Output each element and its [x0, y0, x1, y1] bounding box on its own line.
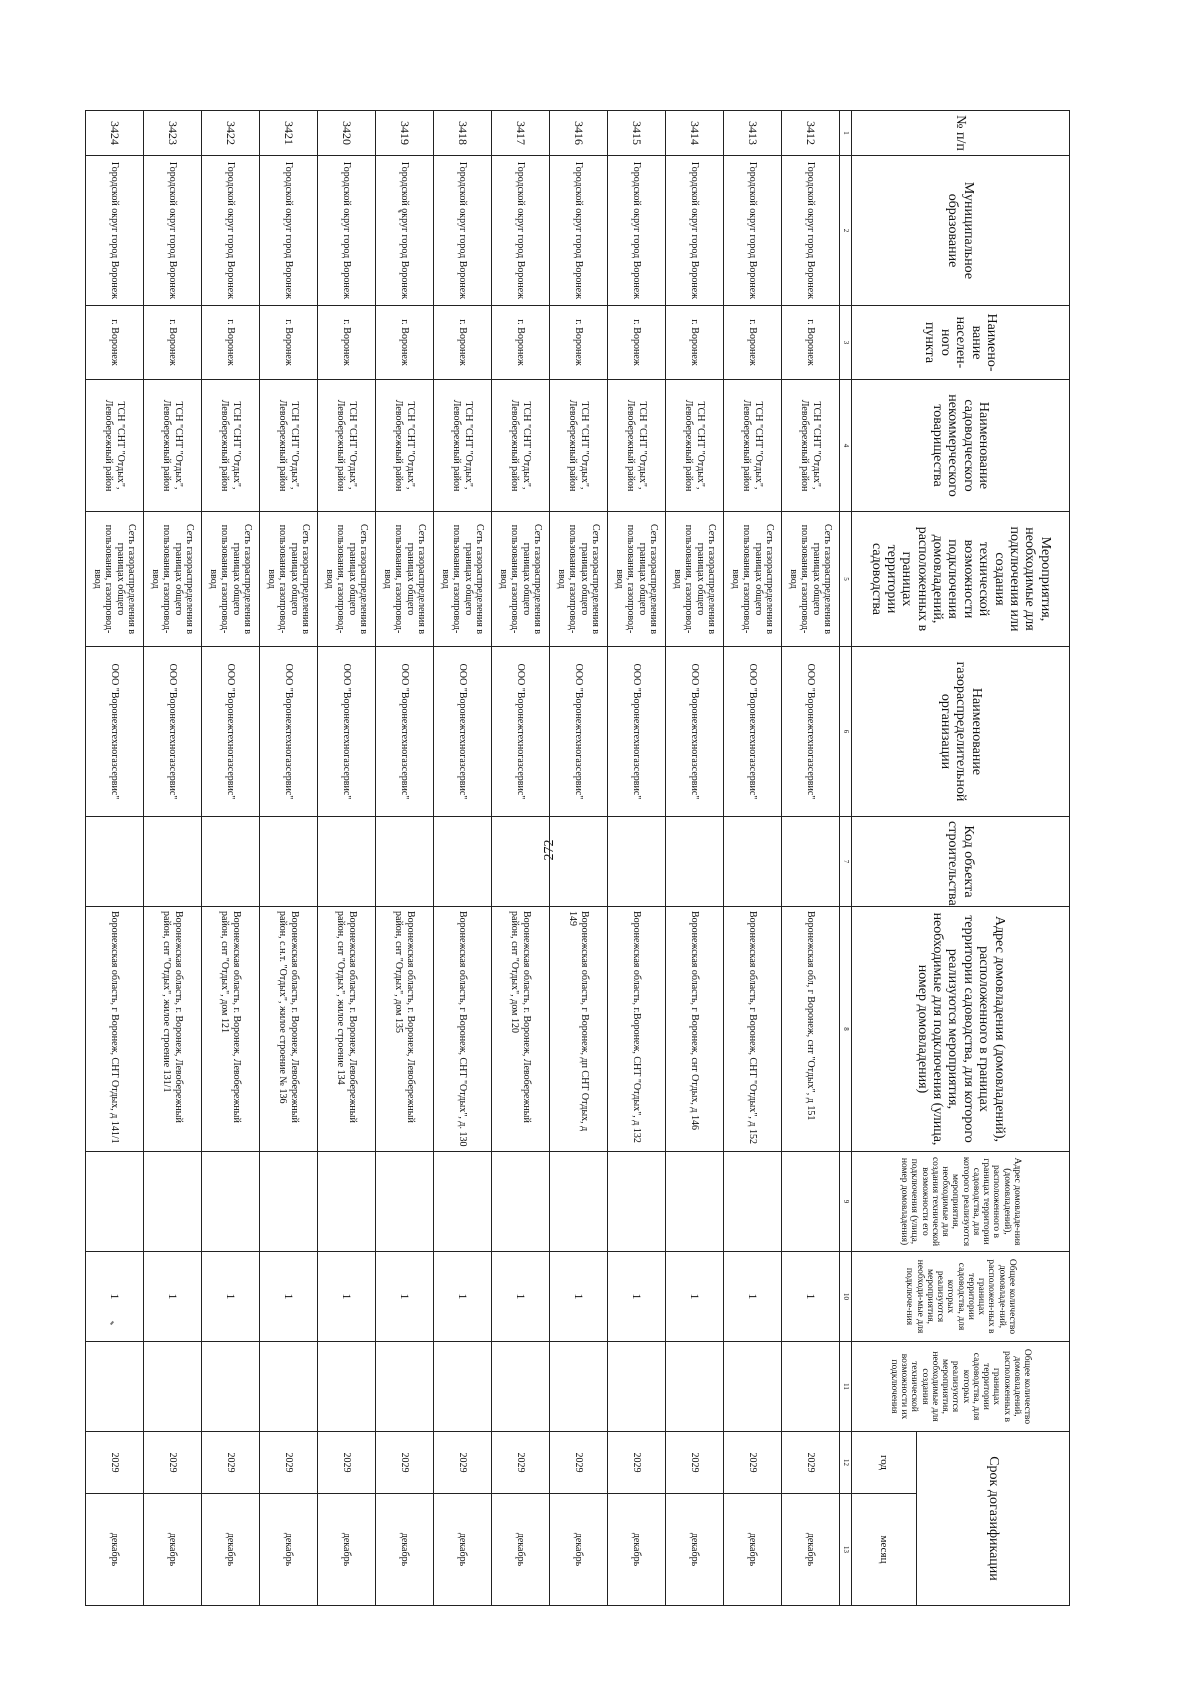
cell-object-code [782, 817, 840, 907]
cell-row-number: 3417 [492, 111, 550, 156]
cell-connection-count: 1 [608, 1252, 666, 1342]
cell-connection-count: 1 [434, 1252, 492, 1342]
cell-settlement: г. Воронеж [318, 306, 376, 380]
cell-connection-count: 1 [492, 1252, 550, 1342]
cell-month: декабрь [144, 1494, 202, 1606]
cell-object-code [202, 817, 260, 907]
column-number: 3 [840, 306, 852, 380]
cell-object-code [260, 817, 318, 907]
cell-capability-count [434, 1342, 492, 1432]
column-number: 13 [840, 1494, 852, 1606]
cell-row-number: 3420 [318, 111, 376, 156]
cell-settlement: г. Воронеж [608, 306, 666, 380]
cell-gas-organization: ООО "Воронежтехногазсервис" [144, 647, 202, 817]
header-object-code: Код объекта строительства [852, 817, 1070, 907]
cell-year: 2029 [376, 1432, 434, 1494]
cell-settlement: г. Воронеж [434, 306, 492, 380]
cell-month: декабрь [202, 1494, 260, 1606]
cell-connection-address: Воронежская область, г.Воронеж, СНТ "Отдых", д 132 [608, 907, 666, 1152]
cell-year: 2029 [608, 1432, 666, 1494]
cell-row-number: 3415 [608, 111, 666, 156]
cell-connection-address: Воронежская область, г. Воронеж, Левобережный район, снт "Отдых", жилое строение 131/1 [144, 907, 202, 1152]
cell-month: декабрь [782, 1494, 840, 1606]
cell-row-number: 3414 [666, 111, 724, 156]
header-capability-count: Общее количество домовладений, расположенных в границах территории садоводства, для которых реализуются мероприятия, необходимые для создания технической возможности их подключения [852, 1342, 1070, 1432]
cell-gas-organization: ООО "Воронежтехногазсервис" [86, 647, 144, 817]
cell-capability-count [260, 1342, 318, 1432]
cell-capability-address [202, 1152, 260, 1252]
cell-connection-count: 1 [724, 1252, 782, 1342]
cell-settlement: г. Воронеж [724, 306, 782, 380]
cell-connection-count: 1 [782, 1252, 840, 1342]
cell-connection-address: Воронежская область, г Воронеж, СНТ Отдых, д 141/1 [86, 907, 144, 1152]
cell-snt-name: ТСН "СНТ "Отдых", Левобережный район [550, 380, 608, 512]
cell-snt-name: ТСН "СНТ "Отдых", Левобережный район [434, 380, 492, 512]
cell-connection-address: Воронежская область, г Воронеж, дп СНТ Отдых, д 149 [550, 907, 608, 1152]
cell-gas-organization: ООО "Воронежтехногазсервис" [724, 647, 782, 817]
cell-settlement: г. Воронеж [86, 306, 144, 380]
cell-connection-address: Воронежская область, г. Воронеж, Левобережный район, снт "Отдых", жилое строение 134 [318, 907, 376, 1152]
column-number: 2 [840, 156, 852, 306]
cell-object-code [434, 817, 492, 907]
cell-connection-address: Воронежская обл, г Воронеж, снт "Отдых", д 151 [782, 907, 840, 1152]
cell-measures: Сеть газораспределения в границах общего пользования, газопровод-ввод [318, 512, 376, 647]
cell-snt-name: ТСН "СНТ "Отдых", Левобережный район [492, 380, 550, 512]
cell-settlement: г. Воронеж [260, 306, 318, 380]
cell-municipality: Городской округ город Воронеж [492, 156, 550, 306]
column-number: 10 [840, 1252, 852, 1342]
cell-measures: Сеть газораспределения в границах общего пользования, газопровод-ввод [724, 512, 782, 647]
cell-gas-organization: ООО "Воронежтехногазсервис" [608, 647, 666, 817]
cell-month: декабрь [260, 1494, 318, 1606]
table-body [86, 111, 840, 1606]
cell-connection-count: 1 [260, 1252, 318, 1342]
column-number: 8 [840, 907, 852, 1152]
cell-object-code [724, 817, 782, 907]
cell-month: декабрь [492, 1494, 550, 1606]
cell-row-number: 3418 [434, 111, 492, 156]
cell-snt-name: ТСН "СНТ "Отдых", Левобережный район [86, 380, 144, 512]
cell-year: 2029 [202, 1432, 260, 1494]
cell-measures: Сеть газораспределения в границах общего пользования, газопровод-ввод [260, 512, 318, 647]
cell-snt-name: ТСН "СНТ "Отдых", Левобережный район [376, 380, 434, 512]
cell-connection-count: 1 [376, 1252, 434, 1342]
cell-year: 2029 [492, 1432, 550, 1494]
cell-measures: Сеть газораспределения в границах общего пользования, газопровод-ввод [550, 512, 608, 647]
table-header-row [917, 111, 1070, 1606]
column-number: 6 [840, 647, 852, 817]
gasification-table [85, 110, 1070, 1606]
cell-gas-organization: ООО "Воронежтехногазсервис" [434, 647, 492, 817]
cell-capability-count [724, 1342, 782, 1432]
header-snt-name: Наименование садоводческого некоммерческого товарищества [852, 380, 1070, 512]
cell-measures: Сеть газораспределения в границах общего пользования, газопровод-ввод [608, 512, 666, 647]
cell-measures: Сеть газораспределения в границах общего пользования, газопровод-ввод [782, 512, 840, 647]
cell-year: 2029 [144, 1432, 202, 1494]
cell-connection-count: 1 [144, 1252, 202, 1342]
cell-capability-address [724, 1152, 782, 1252]
table-row [376, 111, 434, 1606]
table-row [608, 111, 666, 1606]
cell-row-number: 3416 [550, 111, 608, 156]
column-number: 1 [840, 111, 852, 156]
cell-municipality: Городской округ город Воронеж [318, 156, 376, 306]
header-row-number: № п/п [852, 111, 1070, 156]
cell-connection-address: Воронежская область, г. Воронеж, Левобережный район, снт "Отдых", дом 121 [202, 907, 260, 1152]
cell-connection-address: Воронежская область, г Воронеж, СНТ "Отдых", д 152 [724, 907, 782, 1152]
cell-measures: Сеть газораспределения в границах общего пользования, газопровод-ввод [144, 512, 202, 647]
cell-municipality: Городской округ город Воронеж [202, 156, 260, 306]
cell-settlement: г. Воронеж [376, 306, 434, 380]
header-year: год [852, 1432, 917, 1494]
cell-capability-count [608, 1342, 666, 1432]
cell-capability-address [260, 1152, 318, 1252]
cell-municipality: Городской округ город Воронеж [724, 156, 782, 306]
cell-snt-name: ТСН "СНТ "Отдых", Левобережный район [318, 380, 376, 512]
cell-connection-count: 1 [318, 1252, 376, 1342]
header-connection-address: Адрес домовладения (домовладений), расположенного в границах территории садоводства, для которого реализуются мероприятия, необходимые для подключения (улица, номер домовладения) [852, 907, 1070, 1152]
table-row [666, 111, 724, 1606]
cell-capability-address [86, 1152, 144, 1252]
cell-capability-count [550, 1342, 608, 1432]
cell-municipality: Городской округ город Воронеж [376, 156, 434, 306]
gasification-table-wrapper [92, 110, 1070, 1605]
cell-settlement: г. Воронеж [782, 306, 840, 380]
cell-municipality: Городской округ город Воронеж [550, 156, 608, 306]
cell-snt-name: ТСН "СНТ "Отдых", Левобережный район [260, 380, 318, 512]
cell-measures: Сеть газораспределения в границах общего пользования, газопровод-ввод [376, 512, 434, 647]
cell-month: декабрь [434, 1494, 492, 1606]
cell-municipality: Городской округ город Воронеж [260, 156, 318, 306]
cell-capability-count [144, 1342, 202, 1432]
table-row [492, 111, 550, 1606]
header-gas-organization: Наименование газораспределительной организации [852, 647, 1070, 817]
cell-capability-address [144, 1152, 202, 1252]
column-number-row [840, 111, 852, 1606]
table-row [724, 111, 782, 1606]
column-number: 7 [840, 817, 852, 907]
cell-connection-address: Воронежская область, г. Воронеж, Левобережный район, снт "Отдых", дом 135 [376, 907, 434, 1152]
cell-month: декабрь [376, 1494, 434, 1606]
header-month: месяц [852, 1494, 917, 1606]
cell-capability-address [376, 1152, 434, 1252]
cell-measures: Сеть газораспределения в границах общего пользования, газопровод-ввод [202, 512, 260, 647]
cell-year: 2029 [318, 1432, 376, 1494]
cell-month: декабрь [318, 1494, 376, 1606]
cell-capability-address [550, 1152, 608, 1252]
cell-capability-address [434, 1152, 492, 1252]
cell-connection-count: 1 [550, 1252, 608, 1342]
cell-gas-organization: ООО "Воронежтехногазсервис" [550, 647, 608, 817]
header-gasification-term: Срок догазификации [917, 1432, 1070, 1606]
cell-capability-address [666, 1152, 724, 1252]
table-row [434, 111, 492, 1606]
cell-year: 2029 [724, 1432, 782, 1494]
cell-settlement: г. Воронеж [666, 306, 724, 380]
cell-municipality: Городской округ город Воронеж [86, 156, 144, 306]
column-number: 5 [840, 512, 852, 647]
cell-month: декабрь [550, 1494, 608, 1606]
cell-measures: Сеть газораспределения в границах общего пользования, газопровод-ввод [434, 512, 492, 647]
cell-municipality: Городской округ город Воронеж [782, 156, 840, 306]
cell-month: декабрь [608, 1494, 666, 1606]
cell-capability-address [782, 1152, 840, 1252]
cell-capability-address [608, 1152, 666, 1252]
cell-settlement: г. Воронеж [144, 306, 202, 380]
cell-measures: Сеть газораспределения в границах общего пользования, газопровод-ввод [86, 512, 144, 647]
cell-connection-address: Воронежская область, г Воронеж, снт Отдых, д 146 [666, 907, 724, 1152]
cell-capability-address [492, 1152, 550, 1252]
cell-object-code [666, 817, 724, 907]
cell-municipality: Городской округ город Воронеж [608, 156, 666, 306]
cell-snt-name: ТСН "СНТ "Отдых", Левобережный район [608, 380, 666, 512]
cell-object-code [86, 817, 144, 907]
cell-measures: Сеть газораспределения в границах общего пользования, газопровод-ввод [492, 512, 550, 647]
cell-settlement: г. Воронеж [550, 306, 608, 380]
cell-connection-count: 1 [202, 1252, 260, 1342]
table-row [318, 111, 376, 1606]
cell-row-number: 3412 [782, 111, 840, 156]
cell-year: 2029 [434, 1432, 492, 1494]
cell-capability-address [318, 1152, 376, 1252]
table-row [550, 111, 608, 1606]
table-row [782, 111, 840, 1606]
cell-gas-organization: ООО "Воронежтехногазсервис" [492, 647, 550, 817]
cell-row-number: 3424 [86, 111, 144, 156]
cell-gas-organization: ООО "Воронежтехногазсервис" [202, 647, 260, 817]
header-capability-address: Адрес домовладе-ния (домовладений), расположенного в границах территории садоводства, для которого реализуются мероприятия, необходимые для создания технической возможности его подключения (улица, номер домовладения) [852, 1152, 1070, 1252]
cell-capability-count [666, 1342, 724, 1432]
cell-object-code [376, 817, 434, 907]
cell-municipality: Городской округ город Воронеж [144, 156, 202, 306]
cell-month: декабрь [724, 1494, 782, 1606]
cell-row-number: 3421 [260, 111, 318, 156]
table-row [144, 111, 202, 1606]
cell-snt-name: ТСН "СНТ "Отдых", Левобережный район [666, 380, 724, 512]
cell-gas-organization: ООО "Воронежтехногазсервис" [782, 647, 840, 817]
cell-gas-organization: ООО "Воронежтехногазсервис" [376, 647, 434, 817]
cell-snt-name: ТСН "СНТ "Отдых", Левобережный район [144, 380, 202, 512]
cell-gas-organization: ООО "Воронежтехногазсервис" [318, 647, 376, 817]
cell-snt-name: ТСН "СНТ "Отдых", Левобережный район [782, 380, 840, 512]
header-municipality: Муниципальное образование [852, 156, 1070, 306]
cell-year: 2029 [550, 1432, 608, 1494]
cell-gas-organization: ООО "Воронежтехногазсервис" [666, 647, 724, 817]
cell-year: 2029 [86, 1432, 144, 1494]
cell-month: декабрь [86, 1494, 144, 1606]
table-row [260, 111, 318, 1606]
cell-connection-count: 1 [86, 1252, 144, 1342]
cell-connection-address: Воронежская область, г Воронеж, СНТ "Отдых", д. 130 [434, 907, 492, 1152]
cell-snt-name: ТСН "СНТ "Отдых", Левобережный район [724, 380, 782, 512]
cell-year: 2029 [260, 1432, 318, 1494]
cell-connection-count: 1 [666, 1252, 724, 1342]
header-connection-count: Общее количество домовладе-ний, расположен-ных в границах территории садоводства, для которых реализуются мероприятия, необходи-мые для подключе-ния [852, 1252, 1070, 1342]
table-row [86, 111, 144, 1606]
column-number: 11 [840, 1342, 852, 1432]
page-number: 272 [542, 839, 557, 861]
cell-year: 2029 [666, 1432, 724, 1494]
cell-capability-count [202, 1342, 260, 1432]
cell-capability-count [376, 1342, 434, 1432]
cell-snt-name: ТСН "СНТ "Отдых", Левобережный район [202, 380, 260, 512]
cell-capability-count [782, 1342, 840, 1432]
cell-month: декабрь [666, 1494, 724, 1606]
cell-settlement: г. Воронеж [492, 306, 550, 380]
cell-year: 2029 [782, 1432, 840, 1494]
cell-settlement: г. Воронеж [202, 306, 260, 380]
column-number: 4 [840, 380, 852, 512]
cell-connection-address: Воронежская область, г. Воронеж, Левобережный район, снт "Отдых", дом 120 [492, 907, 550, 1152]
header-measures: Мероприятия, необходимые для подключения или создания технической возможности подключения домовладений, расположенных в границах территории садоводства [852, 512, 1070, 647]
column-number: 9 [840, 1152, 852, 1252]
cell-row-number: 3419 [376, 111, 434, 156]
cell-object-code [550, 817, 608, 907]
cell-object-code [492, 817, 550, 907]
table-row [202, 111, 260, 1606]
cell-municipality: Городской округ город Воронеж [434, 156, 492, 306]
header-settlement: Наимено-вание населен-ного пункта [852, 306, 1070, 380]
cell-row-number: 3422 [202, 111, 260, 156]
cell-measures: Сеть газораспределения в границах общего пользования, газопровод-ввод [666, 512, 724, 647]
cell-object-code [318, 817, 376, 907]
column-number: 12 [840, 1432, 852, 1494]
cell-connection-address: Воронежская область, г. Воронеж, Левобережный район, с.н.т. "Отдых", жилое строение № 136 [260, 907, 318, 1152]
cell-object-code [608, 817, 666, 907]
cell-capability-count [492, 1342, 550, 1432]
cell-object-code [144, 817, 202, 907]
cell-capability-count [86, 1342, 144, 1432]
cell-capability-count [318, 1342, 376, 1432]
cell-row-number: 3413 [724, 111, 782, 156]
cell-municipality: Городской округ город Воронеж [666, 156, 724, 306]
cell-gas-organization: ООО "Воронежтехногазсервис" [260, 647, 318, 817]
cell-row-number: 3423 [144, 111, 202, 156]
